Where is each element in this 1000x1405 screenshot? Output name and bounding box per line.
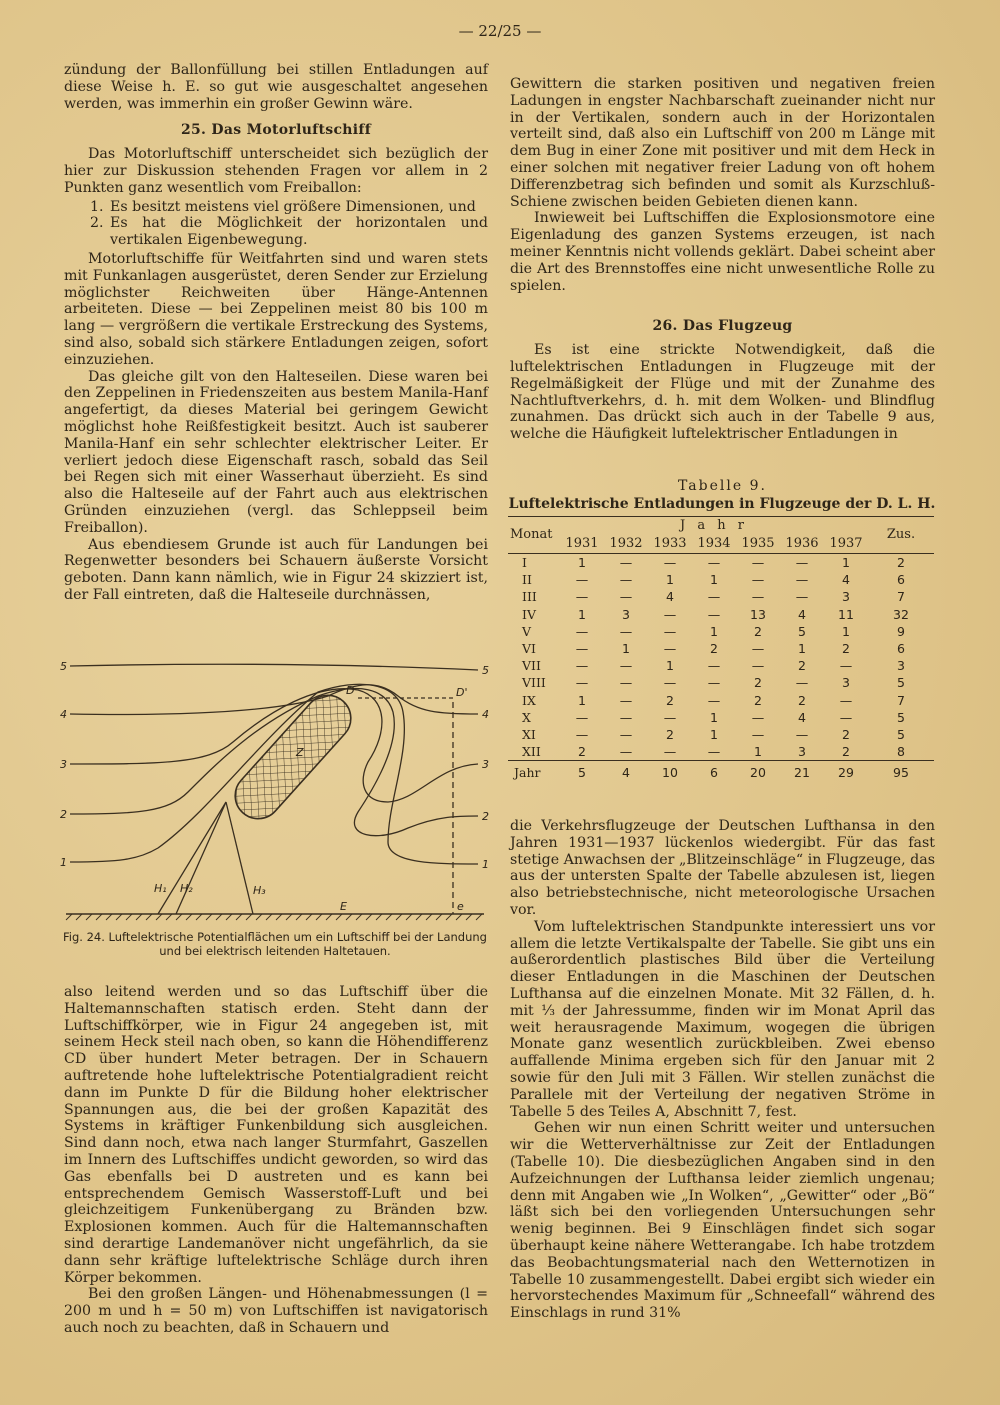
figure-caption: Fig. 24. Luftelektrische Potentialflächen um ein Luftschiff bei der Landung und bei elektrisch leitenden Haltetauen. <box>63 930 487 958</box>
value-cell: 1 <box>824 554 868 572</box>
column-header-jahr: J a h r <box>560 517 868 536</box>
table-row <box>508 588 934 605</box>
point-label-e: E <box>340 900 347 913</box>
value-cell: 1 <box>666 658 674 674</box>
table-header-row <box>508 517 934 536</box>
value-cell: 4 <box>666 589 674 605</box>
value-cell: — <box>751 641 765 657</box>
paragraph: Inwieweit bei Luftschiffen die Explosionsmotore eine Eigenladung des ganzen Systems erzeugen, ist nach meiner Kenntnis nicht vollends geklärt. Dabei scheint aber die Art des Brennstoffes eine nicht unwesentliche Rolle zu spielen. <box>510 210 935 294</box>
right-column-bottom <box>510 818 935 1322</box>
paragraph: Das gleiche gilt von den Halteseilen. Diese waren bei den Zeppelinen in Friedenszeiten aus bestem Manila-Hanf angefertigt, da dieses Material bei geringem Gewicht möglichst hohe Reißfestigkeit besitzt. Auch ist sauberer Manila-Hanf ein sehr schlechter elektrischer Leiter. Er verliert jedoch diese Eigenschaft rasch, sobald das Seil bei Regen sich mit einer Wasserhaut überzieht. Es sind also die Halteseile auf der Fahrt auch aus elektrischen Gründen einzuziehen (vergl. das Schleppseil beim Freiballon). <box>64 368 488 536</box>
value-cell: — <box>663 744 677 760</box>
column-header-zus: Zus. <box>868 517 934 554</box>
level-label: 3 <box>60 758 67 771</box>
value-cell: 3 <box>842 589 850 605</box>
sum-cell: 5 <box>560 761 604 786</box>
value-cell: — <box>575 709 589 725</box>
month-cell: VII <box>522 658 541 674</box>
table-row <box>508 623 934 640</box>
column-header-monat: Monat <box>508 517 560 554</box>
paragraph: die Verkehrsflugzeuge der Deutschen Lufthansa in den Jahren 1931—1937 lückenlos wiedergibt. Für das fast stetige Anwachsen der „Blitzeinschläge“ in Flugzeuge, das aus der untersten Spalte der Tabelle abzulesen ist, liegen also betriebstechnische, nicht meteorologische Ursachen vor. <box>510 818 935 918</box>
year-header: 1931 <box>565 536 599 551</box>
paragraph: Das Motorluftschiff unterscheidet sich bezüglich der hier zur Diskussion stehenden Fragen vor allem in 2 Punkten ganz wesentlich vom Freiballon: <box>64 146 488 196</box>
value-cell: 2 <box>754 623 762 639</box>
value-cell: — <box>795 589 809 605</box>
month-cell: III <box>522 589 537 605</box>
value-cell: — <box>575 727 589 743</box>
value-cell: — <box>619 623 633 639</box>
level-label: 2 <box>60 808 67 821</box>
value-cell: 1 <box>710 709 718 725</box>
total-cell: 3 <box>897 658 905 674</box>
value-cell: — <box>648 554 692 572</box>
year-header: 1936 <box>785 536 819 551</box>
total-cell: 7 <box>897 692 905 708</box>
value-cell: — <box>575 658 589 674</box>
total-cell: 5 <box>897 675 905 691</box>
month-cell: II <box>522 572 532 588</box>
value-cell: 2 <box>842 641 850 657</box>
value-cell: 11 <box>838 606 854 622</box>
mooring-rope-h3 <box>226 802 253 914</box>
potential-line-4 <box>70 685 478 715</box>
paragraph: Gehen wir nun einen Schritt weiter und untersuchen wir die Wetterverhältnisse zur Zeit der Entladungen (Tabelle 10). Die diesbezüglichen Angaben sind in den Aufzeichnungen der Lufthansa leider ziemlich ungenau; denn mit Angaben wie „In Wolken“, „Gewitter“ oder „Bö“ läßt sich bei den vorliegenden Untersuchungen sehr wenig beginnen. Bei 9 Einschlägen findet sich sogar überhaupt keine nähere Wetterangabe. Ich habe trotzdem das Beobachtungsmaterial nach den Wetternotizen in Tabelle 10 zusammengestellt. Dabei ergibt sich wieder ein hervorstechendes Maximum für „Schneefall“ während des Einschlags in rund 31% <box>510 1120 935 1322</box>
total-cell: 5 <box>897 709 905 725</box>
value-cell: — <box>663 675 677 691</box>
value-cell: — <box>751 727 765 743</box>
paragraph: Es ist eine strickte Notwendigkeit, daß die luftelektrischen Entladungen in Flugzeuge mit der Regelmäßigkeit der Flüge und mit der Zunahme des Nachtluftverkehrs, d. h. mit dem Wolken- und Blindflug zunahmen. Das drückt sich auch in der Tabelle 9 aus, welche die Häufigkeit luftelektrischer Entladungen in <box>510 342 935 443</box>
value-cell: — <box>795 727 809 743</box>
value-cell: — <box>619 658 633 674</box>
right-column-top <box>510 76 935 443</box>
year-header: 1934 <box>697 536 731 551</box>
value-cell: — <box>663 709 677 725</box>
value-cell: — <box>619 744 633 760</box>
table-row <box>508 606 934 623</box>
month-cell: XI <box>522 727 536 743</box>
value-cell: 3 <box>842 675 850 691</box>
value-cell: — <box>707 606 721 622</box>
value-cell: — <box>619 727 633 743</box>
value-cell: 2 <box>754 692 762 708</box>
rope-label-h1: H₁ <box>154 882 167 895</box>
value-cell: 2 <box>754 675 762 691</box>
year-header: 1937 <box>829 536 863 551</box>
level-label: 5 <box>482 664 489 677</box>
paragraph: also leitend werden und so das Luftschiff über die Haltemannschaften statisch erden. Steht dann der Luftschiffkörper, wie in Figur 24 angegeben ist, mit seinem Heck steil nach oben, so kann die Höhendifferenz CD über hundert Meter betragen. Der in Schauern auftretende hohe luftelektrische Potentialgradient reicht dann im Punkte D für die Bildung hoher elektrischer Spannungen aus, die bei der großen Kapazität des Systems in kräftiger Funkenbildung sich ausgleichen. Sind dann noch, etwa nach langer Sturmfahrt, Gaszellen im Innern des Luftschiffes undicht geworden, so wird das Gas ebenfalls bei D austreten und es kann bei entsprechendem Gemisch Wasserstoff-Luft und bei gleichzeitigem Funkenübergang zu Bränden bzw. Explosionen kommen. Auch für die Haltemannschaften sind derartige Landemanöver nicht ungefährlich, da sie dann sehr kräftige luftelektrische Schläge durch ihren Körper bekommen. <box>64 984 488 1286</box>
table-sum-row <box>508 761 934 786</box>
value-cell: 4 <box>842 572 850 588</box>
total-cell: 6 <box>897 572 905 588</box>
sum-label: Jahr <box>508 761 560 786</box>
potential-line-5 <box>70 664 478 670</box>
point-label-e-lower: e <box>457 900 464 913</box>
level-label: 4 <box>60 708 67 721</box>
table-row <box>508 726 934 743</box>
value-cell: 2 <box>578 744 586 760</box>
value-cell: — <box>663 623 677 639</box>
table-title: Tabelle 9. <box>678 478 767 494</box>
value-cell: 1 <box>578 606 586 622</box>
value-cell: 2 <box>842 744 850 760</box>
sum-cell: 4 <box>604 761 648 786</box>
page-number: — 22/25 — <box>458 22 542 40</box>
value-cell: — <box>707 692 721 708</box>
level-label: 4 <box>482 708 489 721</box>
month-cell: XII <box>522 744 541 760</box>
total-cell: 7 <box>897 589 905 605</box>
table-9 <box>508 516 934 785</box>
month-cell: VIII <box>522 675 546 691</box>
sum-cell: 21 <box>780 761 824 786</box>
level-label: 2 <box>482 810 489 823</box>
year-header: 1932 <box>609 536 643 551</box>
value-cell: — <box>575 675 589 691</box>
value-cell: — <box>663 606 677 622</box>
value-cell: 13 <box>750 606 766 622</box>
value-cell: 1 <box>842 623 850 639</box>
level-label: 1 <box>482 858 489 871</box>
value-cell: 5 <box>798 623 806 639</box>
section-heading-26: 26. Das Flugzeug <box>652 318 793 335</box>
left-column-top <box>64 62 488 604</box>
value-cell: — <box>619 572 633 588</box>
value-cell: — <box>707 744 721 760</box>
value-cell: — <box>839 692 853 708</box>
value-cell: 1 <box>622 641 630 657</box>
paragraph: Vom luftelektrischen Standpunkte interessiert uns vor allem die letzte Vertikalspalte der Tabelle. Sie gibt uns ein außerordentlich plastisches Bild über die Verteilung dieser Entladungen in die Maschinen der Deutschen Lufthansa auf die einzelnen Monate. Mit 32 Fällen, d. h. mit ⅓ der Jahressumme, finden wir im Monat April das weit herausragende Maximum, wogegen die übrigen Monate ganz wesentlich zurückbleiben. Zwei ebenso auffallende Minima ergeben sich für den Januar mit 2 sowie für den Juli mit 3 Fällen. Wir stellen zunächst die Parallele mit der Verteilung der negativen Ströme in Tabelle 5 des Teiles A, Abschnitt 7, fest. <box>510 918 935 1120</box>
table-row <box>508 571 934 588</box>
value-cell: — <box>795 675 809 691</box>
value-cell: 1 <box>710 623 718 639</box>
total-cell: 6 <box>897 641 905 657</box>
total-cell: 8 <box>897 744 905 760</box>
level-label: 1 <box>60 856 67 869</box>
level-label: 3 <box>482 758 489 771</box>
left-column-bottom <box>64 984 488 1337</box>
month-cell: X <box>522 709 531 725</box>
total-cell: 5 <box>897 727 905 743</box>
list-item: 2. Es hat die Möglichkeit der horizontalen und vertikalen Eigenbewegung. <box>108 215 488 249</box>
value-cell: 1 <box>798 641 806 657</box>
value-cell: 2 <box>798 658 806 674</box>
value-cell: — <box>707 658 721 674</box>
table-row <box>508 743 934 761</box>
paragraph: Bei den großen Längen- und Höhenabmessungen (l = 200 m und h = 50 m) von Luftschiffen ist navigatorisch auch noch zu beachten, daß in Schauern und <box>64 1286 488 1336</box>
value-cell: 1 <box>666 572 674 588</box>
mooring-rope-h2 <box>176 802 226 914</box>
value-cell: 3 <box>622 606 630 622</box>
value-cell: — <box>619 709 633 725</box>
value-cell: — <box>707 675 721 691</box>
rope-label-h3: H₃ <box>253 884 266 897</box>
value-cell: 2 <box>798 692 806 708</box>
sum-total: 95 <box>868 761 934 786</box>
value-cell: 2 <box>710 641 718 657</box>
value-cell: 2 <box>666 692 674 708</box>
value-cell: 1 <box>710 727 718 743</box>
value-cell: — <box>604 554 648 572</box>
value-cell: — <box>736 554 780 572</box>
value-cell: — <box>663 641 677 657</box>
table-subtitle: Luftelektrische Entladungen in Flugzeuge der D. L. H. <box>508 496 936 512</box>
paragraph: zündung der Ballonfüllung bei stillen Entladungen auf diese Weise h. E. so gut wie ausgeschaltet angesehen werden, was immerhin ein großer Gewinn wäre. <box>64 62 488 112</box>
value-cell: — <box>751 572 765 588</box>
total-cell: 2 <box>868 554 934 572</box>
sum-cell: 6 <box>692 761 736 786</box>
value-cell: 1 <box>560 554 604 572</box>
month-cell: IV <box>522 606 536 622</box>
figure-24-diagram <box>58 652 490 934</box>
paragraph: Aus ebendiesem Grunde ist auch für Landungen bei Regenwetter besonders bei Schauern äußerste Vorsicht geboten. Dann kann nämlich, wie in Figur 24 skizziert ist, der Fall eintreten, daß die Halteseile durchnässen, <box>64 536 488 603</box>
value-cell: 4 <box>798 606 806 622</box>
value-cell: 2 <box>842 727 850 743</box>
value-cell: — <box>751 658 765 674</box>
point-label-d: D <box>346 684 355 697</box>
value-cell: — <box>619 589 633 605</box>
value-cell: — <box>575 572 589 588</box>
value-cell: — <box>839 658 853 674</box>
list-item: 1. Es besitzt meistens viel größere Dimensionen, und <box>108 199 488 216</box>
value-cell: — <box>839 709 853 725</box>
value-cell: — <box>575 589 589 605</box>
value-cell: 4 <box>798 709 806 725</box>
value-cell: 1 <box>754 744 762 760</box>
numbered-list <box>64 199 488 249</box>
point-label-d-prime: D' <box>456 686 468 699</box>
table-row <box>508 657 934 674</box>
sum-cell: 10 <box>648 761 692 786</box>
value-cell: — <box>575 641 589 657</box>
paragraph: Motorluftschiffe für Weitfahrten sind und waren stets mit Funkanlagen ausgerüstet, deren Sender zur Erzielung möglichster Reichweiten über Hänge-Antennen arbeiteten. Diese — bei Zeppelinen meist 80 bis 100 m lang — vergrößern die vertikale Erstreckung des Systems, sind also, sobald sich stärkere Entladungen zeigen, sofort einzuziehen. <box>64 250 488 368</box>
month-cell: V <box>522 623 532 639</box>
table-row <box>508 640 934 657</box>
sum-cell: 29 <box>824 761 868 786</box>
year-header: 1933 <box>653 536 687 551</box>
value-cell: 2 <box>666 727 674 743</box>
value-cell: 3 <box>798 744 806 760</box>
month-cell: VI <box>522 641 536 657</box>
level-label: 5 <box>60 660 67 673</box>
table-row <box>508 692 934 709</box>
section-heading-25: 25. Das Motorluftschiff <box>180 122 372 139</box>
value-cell: — <box>707 589 721 605</box>
value-cell: — <box>692 554 736 572</box>
value-cell: — <box>780 554 824 572</box>
sum-cell: 20 <box>736 761 780 786</box>
table-row <box>508 674 934 691</box>
value-cell: 1 <box>578 692 586 708</box>
table-row <box>508 709 934 726</box>
hull-label-z: Z <box>296 746 304 759</box>
paragraph: Gewittern die starken positiven und negativen freien Ladungen in engster Nachbarschaft zueinander nicht nur in der Vertikalen, sondern auch in der Horizontalen verteilt sind, daß also ein Luftschiff von 200 m Länge mit dem Bug in einer Zone mit positiver und mit dem Heck in einer solchen mit negativer freier Ladung von oft hohem Differenzbetrag sich befinden und somit als Kurzschluß-Schiene zwischen beiden Gebieten dienen kann. <box>510 76 935 210</box>
rope-label-h2: H₂ <box>180 882 193 895</box>
month-cell: IX <box>522 692 536 708</box>
total-cell: 9 <box>897 623 905 639</box>
year-header: 1935 <box>741 536 775 551</box>
value-cell: — <box>619 675 633 691</box>
value-cell: — <box>575 623 589 639</box>
value-cell: — <box>751 589 765 605</box>
month-cell: I <box>508 554 560 572</box>
value-cell: — <box>795 572 809 588</box>
airship-hull <box>226 686 361 828</box>
value-cell: — <box>619 692 633 708</box>
value-cell: — <box>751 709 765 725</box>
table-row <box>508 554 934 572</box>
value-cell: 1 <box>710 572 718 588</box>
total-cell: 32 <box>893 606 909 622</box>
